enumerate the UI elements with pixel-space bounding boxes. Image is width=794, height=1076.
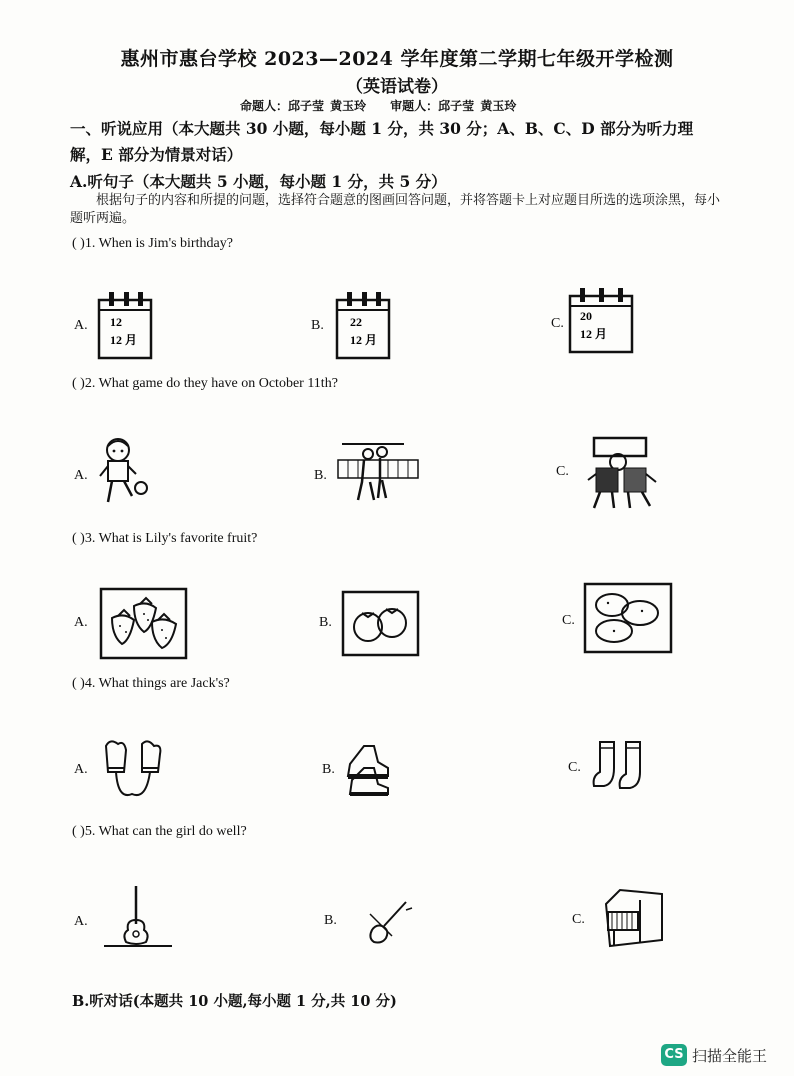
piano-icon bbox=[600, 884, 670, 950]
q4-option-c-label: C. bbox=[568, 760, 581, 775]
guitar-icon bbox=[102, 884, 174, 950]
page-subtitle: （英语试卷） bbox=[346, 77, 448, 97]
q2-option-a-label: A. bbox=[74, 468, 88, 483]
calendar-day: 12 bbox=[110, 315, 122, 329]
q5-option-a-label: A. bbox=[74, 914, 88, 929]
q5-option-b-label: B. bbox=[324, 913, 337, 928]
q4-option-a-label: A. bbox=[74, 762, 88, 777]
page-title: 惠州市惠台学校 2023—2024 学年度第二学期七年级开学检测 bbox=[120, 48, 674, 70]
q2-option-b-label: B. bbox=[314, 468, 327, 483]
potatoes-icon bbox=[584, 583, 674, 655]
soccer-player-icon bbox=[96, 436, 152, 510]
q4-option-b-label: B. bbox=[322, 762, 335, 777]
q1-option-a-label: A. bbox=[74, 318, 88, 333]
section-b-heading: B.听对话(本题共 10 小题,每小题 1 分,共 10 分) bbox=[72, 993, 397, 1010]
camscanner-app-name: 扫描全能王 bbox=[692, 1047, 768, 1065]
question-3-text: ( )3. What is Lily's favorite fruit? bbox=[72, 531, 258, 546]
mittens-icon bbox=[100, 736, 168, 804]
q3-option-b-label: B. bbox=[319, 615, 332, 630]
volleyball-players-icon bbox=[334, 440, 422, 504]
calendar-icon bbox=[566, 286, 638, 358]
calendar-icon bbox=[94, 290, 156, 362]
calendar-month: 12 月 bbox=[580, 327, 608, 341]
section-a-instructions: 根据句子的内容和所提的问题，选择符合题意的图画回答问题，并将答题卡上对应题目所选的选项涂黑，每小题听两遍。 bbox=[70, 193, 721, 226]
question-1-text: ( )1. When is Jim's birthday? bbox=[72, 236, 233, 251]
violin-icon bbox=[362, 896, 414, 946]
basketball-players-icon bbox=[584, 434, 664, 510]
calendar-month: 12 月 bbox=[350, 333, 378, 347]
q2-option-c-label: C. bbox=[556, 464, 569, 479]
calendar-month: 12 月 bbox=[110, 333, 138, 347]
q1-option-c-label: C. bbox=[551, 316, 564, 331]
camscanner-logo-icon: CS bbox=[661, 1044, 687, 1066]
q3-option-c-label: C. bbox=[562, 613, 575, 628]
section-a-heading: A.听句子（本大题共 5 小题，每小题 1 分，共 5 分） bbox=[70, 172, 447, 191]
question-4-text: ( )4. What things are Jack's? bbox=[72, 676, 230, 691]
q1-option-b-label: B. bbox=[311, 318, 324, 333]
question-5-text: ( )5. What can the girl do well? bbox=[72, 824, 247, 839]
sneakers-icon bbox=[344, 740, 392, 798]
calendar-icon bbox=[332, 290, 394, 362]
authors-line: 命题人：邱子莹 黄玉玲 审题人：邱子莹 黄玉玲 bbox=[240, 99, 517, 113]
strawberries-icon bbox=[100, 588, 188, 660]
section-1-heading: 一、听说应用（本大题共 30 小题，每小题 1 分，共 30 分；A、B、C、D 部分为听力理解，E 部分为情景对话） bbox=[70, 119, 694, 164]
calendar-day: 20 bbox=[580, 309, 592, 323]
question-2-text: ( )2. What game do they have on October 11th? bbox=[72, 376, 338, 391]
calendar-day: 22 bbox=[350, 315, 362, 329]
socks-icon bbox=[590, 738, 654, 790]
tomatoes-icon bbox=[342, 591, 420, 657]
q3-option-a-label: A. bbox=[74, 615, 88, 630]
q5-option-c-label: C. bbox=[572, 912, 585, 927]
